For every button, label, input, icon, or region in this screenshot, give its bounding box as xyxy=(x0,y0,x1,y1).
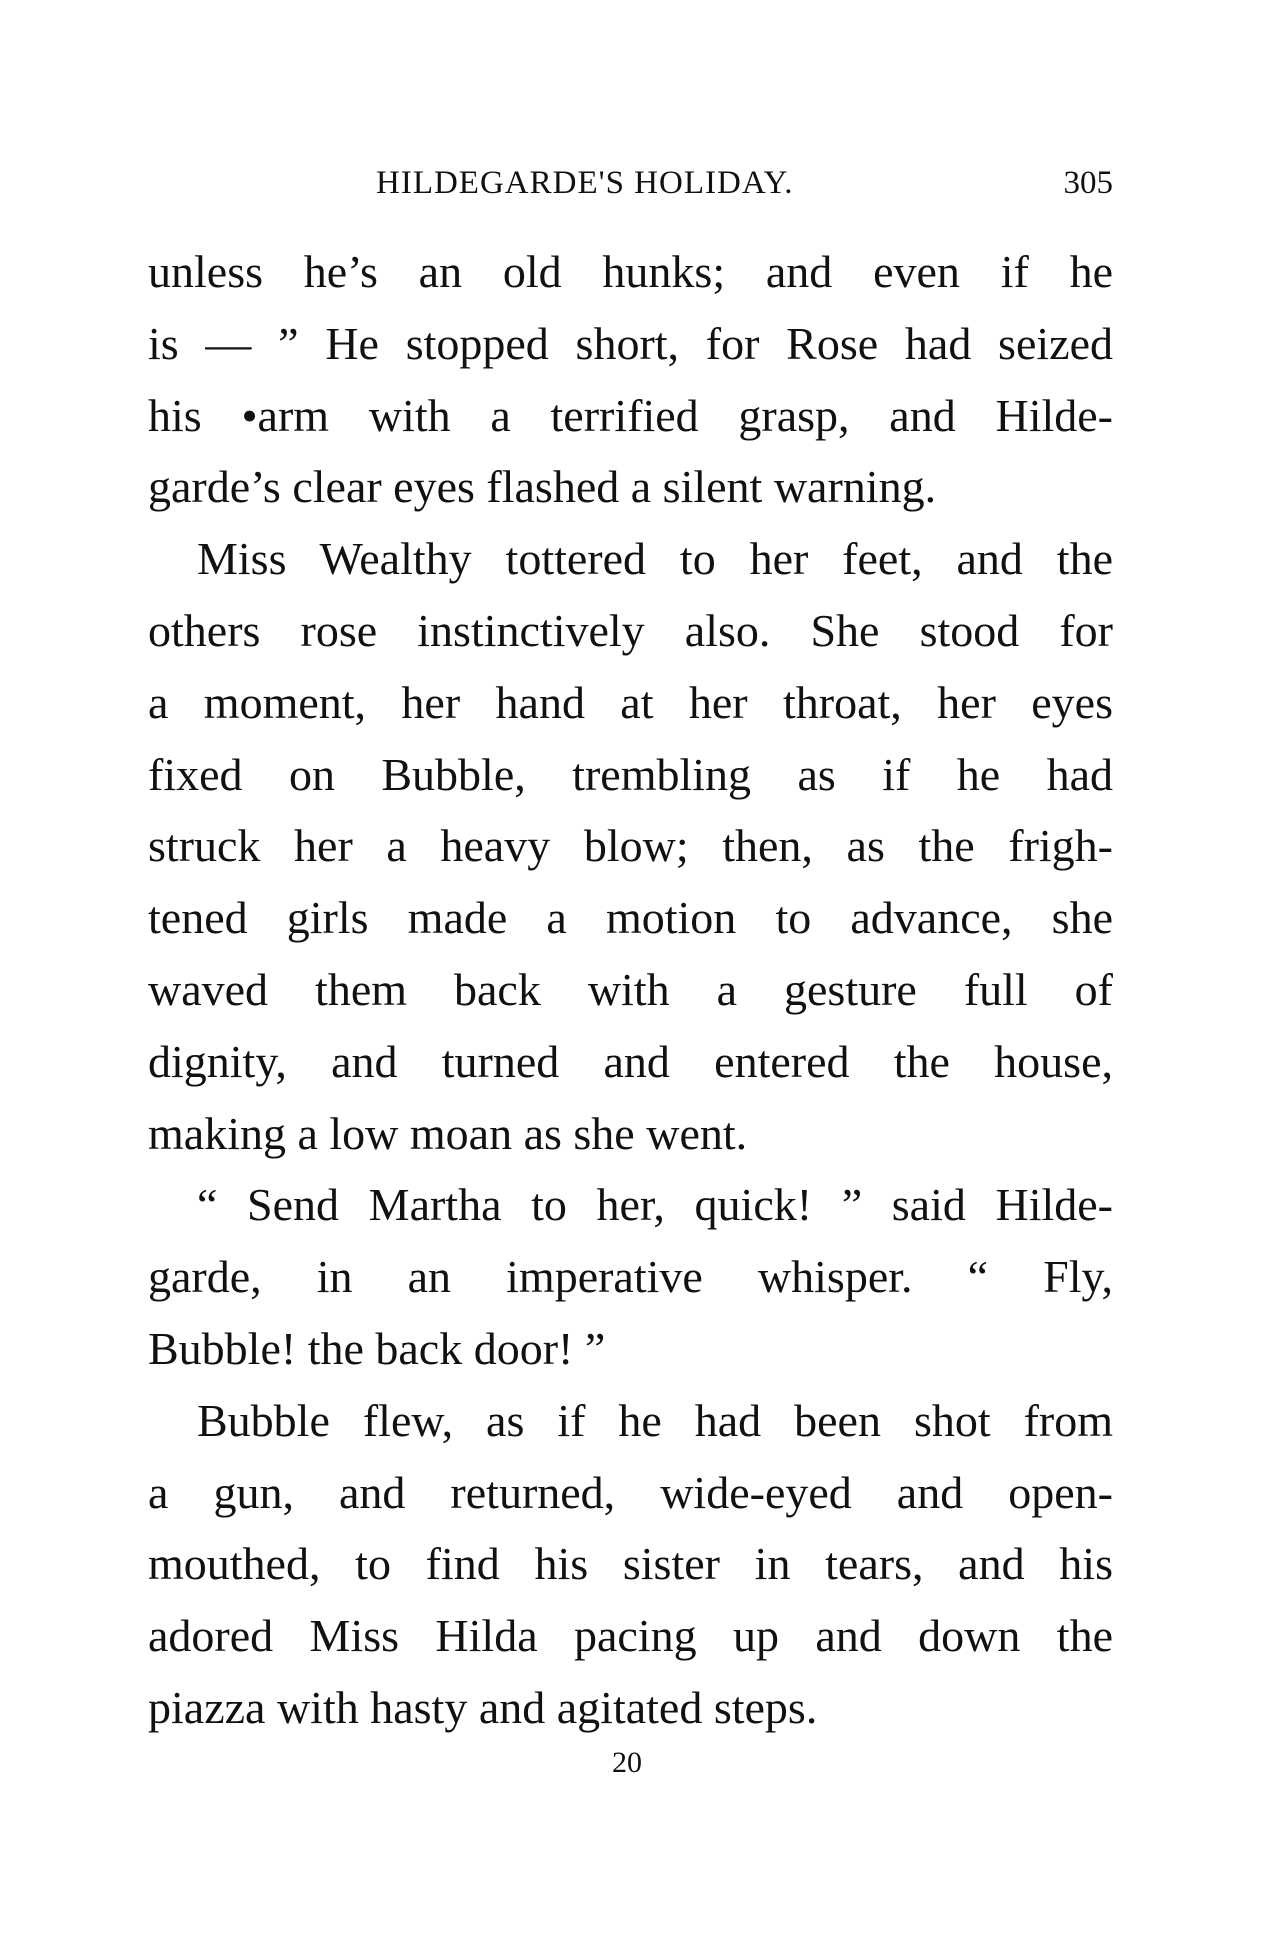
body-text xyxy=(148,236,1113,1744)
text-line: garde’s clear eyes flashed a silent warning. xyxy=(148,461,937,513)
text-line: unless he’s an old hunks; and even if he xyxy=(148,246,1113,297)
text-line: his •arm with a terrified grasp, and Hilde- xyxy=(148,389,1113,441)
text-line: fixed on Bubble, trembling as if he had xyxy=(148,748,1113,800)
text-line: “ Send Martha to her, quick! ” said Hilde- xyxy=(197,1179,1113,1231)
text-line: tened girls made a motion to advance, she xyxy=(148,892,1113,944)
running-title: HILDEGARDE'S HOLIDAY. xyxy=(376,165,794,201)
text-line: Miss Wealthy tottered to her feet, and the xyxy=(197,533,1113,585)
text-line: Bubble! the back door! ” xyxy=(148,1322,606,1374)
text-line: struck her a heavy blow; then, as the frigh- xyxy=(148,820,1113,872)
page-number: 305 xyxy=(1063,165,1113,201)
running-head xyxy=(148,165,1113,209)
text-line: Bubble flew, as if he had been shot from xyxy=(197,1394,1113,1446)
text-line: adored Miss Hilda pacing up and down the xyxy=(148,1610,1113,1662)
text-line: a moment, her hand at her throat, her eyes xyxy=(148,676,1113,728)
text-line: garde, in an imperative whisper. “ Fly, xyxy=(148,1251,1113,1303)
text-line: a gun, and returned, wide-eyed and open- xyxy=(148,1466,1113,1518)
text-line: making a low moan as she went. xyxy=(148,1107,748,1159)
text-line: dignity, and turned and entered the house, xyxy=(148,1035,1113,1087)
text-line: is — ” He stopped short, for Rose had seized xyxy=(148,317,1113,369)
text-line: piazza with hasty and agitated steps. xyxy=(148,1681,818,1733)
text-line: mouthed, to find his sister in tears, and his xyxy=(148,1538,1113,1590)
signature-mark: 20 xyxy=(612,1746,642,1779)
text-line: others rose instinctively also. She stood for xyxy=(148,604,1113,656)
text-line: waved them back with a gesture full of xyxy=(148,963,1113,1015)
